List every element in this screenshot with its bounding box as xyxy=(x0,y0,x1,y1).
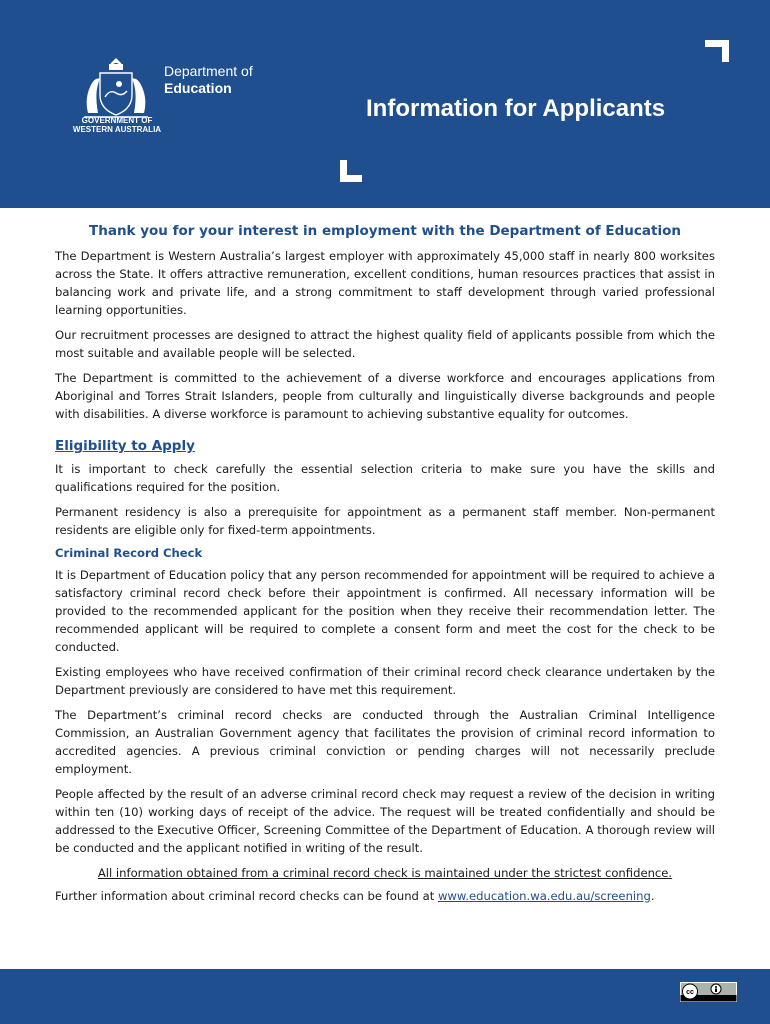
page-title: Information for Applicants xyxy=(366,95,666,122)
criminal-paragraph-2: Existing employees who have received confirmation of their criminal record check clearance undertaken by the Department previously are considered to have met this requirement. xyxy=(55,665,715,697)
footer-band xyxy=(0,969,770,1024)
dept-line-1: Department of xyxy=(164,63,253,79)
creative-commons-license-icon xyxy=(680,982,737,1002)
intro-paragraph-1: The Department is Western Australia’s largest employer with approximately 45,000 staff in nearly 800 worksites across the State. It offers attractive remuneration, excellent conditions, human resources practices that assist in balancing work and private life, and a strong commitment to staff development through varied professional learning opportunities. xyxy=(55,249,715,317)
wa-government-crest-icon xyxy=(74,53,158,123)
eligibility-paragraph-2: Permanent residency is also a prerequisite for appointment as a permanent staff member. Non-permanent residents are eligible only for fixed-term appointments. xyxy=(55,505,715,537)
further-info xyxy=(55,887,715,905)
intro-heading: Thank you for your interest in employment with the Department of Education xyxy=(89,223,681,239)
dept-line-2: Education xyxy=(164,80,232,96)
eligibility-paragraph-1: It is important to check carefully the essential selection criteria to make sure you have the skills and qualifications required for the position. xyxy=(55,462,715,494)
criminal-paragraph-4: People affected by the result of an adverse criminal record check may request a review of the decision in writing within ten (10) working days of receipt of the advice. The request will be treated confidentially and should be addressed to the Executive Officer, Screening Committee of the Department of Education. A thorough review will be conducted and the applicant notified in writing of the result. xyxy=(55,787,715,855)
criminal-paragraph-1: It is Department of Education policy that any person recommended for appointment will be required to achieve a satisfactory criminal record check before their appointment is confirmed. All necessary information will be provided to the recommended applicant for the position when they receive their recommendation letter. The recommended applicant will be required to complete a consent form and meet the cost for the check to be conducted. xyxy=(55,568,715,654)
criminal-record-heading: Criminal Record Check xyxy=(55,546,203,560)
criminal-paragraph-3: The Department’s criminal record checks are conducted through the Australian Criminal Intelligence Commission, an Australian Government agency that facilitates the provision of criminal record information to accredited agencies. A previous criminal conviction or pending charges will not necessarily preclude employment. xyxy=(55,708,715,776)
government-wordmark xyxy=(62,116,172,134)
intro-paragraph-2: Our recruitment processes are designed to attract the highest quality field of applicants possible from which the most suitable and available people will be selected. xyxy=(55,328,715,360)
confidentiality-note: All information obtained from a criminal record check is maintained under the strictest confidence. xyxy=(97,866,673,880)
gov-line-2: WESTERN AUSTRALIA xyxy=(72,125,162,134)
screening-link[interactable]: www.education.wa.edu.au/screening xyxy=(437,889,651,903)
corner-bracket-bottom-left-icon xyxy=(340,160,362,182)
eligibility-heading: Eligibility to Apply xyxy=(55,438,195,454)
further-info-prefix: Further information about criminal record checks can be found at xyxy=(55,889,438,903)
main-content xyxy=(55,223,715,912)
further-info-suffix: . xyxy=(650,889,655,903)
gov-line-1: GOVERNMENT OF xyxy=(81,116,153,125)
corner-bracket-top-right-icon xyxy=(705,40,729,62)
department-name xyxy=(164,63,253,97)
intro-paragraph-3: The Department is committed to the achievement of a diverse workforce and encourages applications from Aboriginal and Torres Strait Islanders, people from culturally and linguistically diverse backgrounds and people with disabilities. A diverse workforce is paramount to achieving substantive equality for outcomes. xyxy=(55,371,715,421)
cc-label: cc xyxy=(686,989,694,996)
